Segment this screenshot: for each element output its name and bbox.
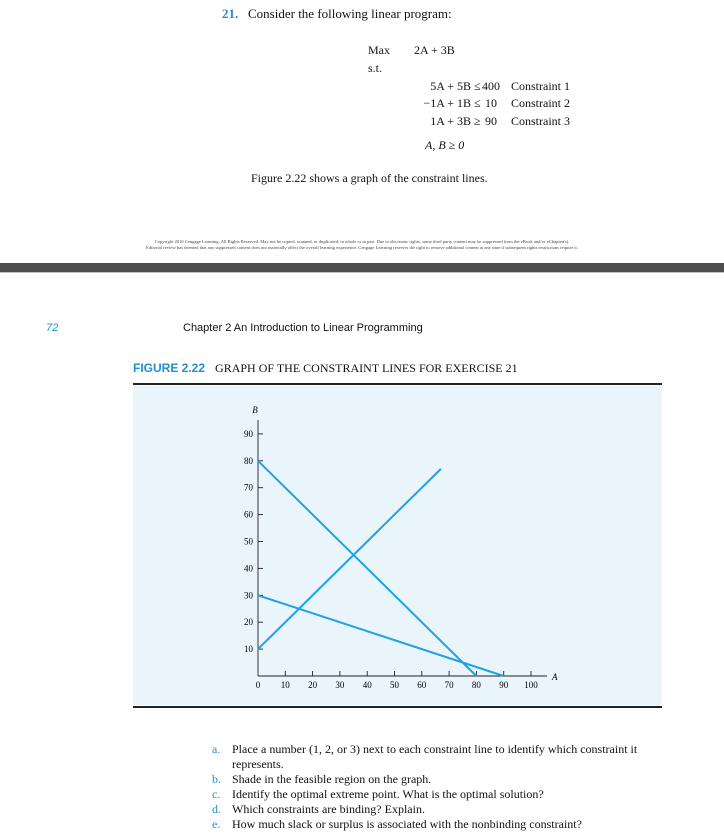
y-tick-label: 60: [244, 509, 253, 520]
figure-title: GRAPH OF THE CONSTRAINT LINES FOR EXERCISE 21: [215, 361, 518, 375]
question-item: [212, 817, 682, 832]
x-tick-label: 60: [417, 680, 427, 690]
x-tick-label: 50: [390, 680, 399, 690]
constraint-line-2: [258, 469, 441, 649]
x-tick-label: 80: [471, 680, 481, 690]
y-tick-label: 40: [244, 563, 253, 574]
question-letter: a.: [212, 742, 221, 756]
problem-intro: Consider the following linear program:: [248, 6, 452, 21]
constraint-line-3: [258, 595, 504, 676]
question-item: [212, 742, 682, 772]
question-item: [212, 802, 682, 817]
constraint-rhs: 400: [482, 79, 500, 93]
question-text: Which constraints are binding? Explain.: [232, 802, 425, 816]
x-tick-label: 10: [280, 680, 290, 690]
x-axis-label: A: [552, 672, 558, 682]
figure-reference: Figure 2.22 shows a graph of the constraint lines.: [251, 171, 488, 185]
constraint-op: ≤: [474, 79, 481, 93]
question-letter: c.: [212, 787, 221, 801]
y-tick-label: 20: [244, 617, 253, 628]
question-item: [212, 787, 682, 802]
y-tick-label: 70: [244, 482, 253, 493]
nonnegativity: A, B ≥ 0: [425, 138, 465, 152]
objective-label: Max: [368, 43, 390, 57]
question-letter: e.: [212, 817, 221, 831]
question-text: How much slack or surplus is associated with the nonbinding constraint?: [232, 817, 582, 831]
y-tick-label: 90: [244, 428, 253, 439]
x-tick-label: 0: [255, 680, 261, 690]
constraint-name: Constraint 3: [511, 114, 570, 128]
figure-label: FIGURE 2.22: [133, 361, 206, 375]
constraint-op: ≤: [474, 96, 481, 110]
x-tick-label: 70: [444, 680, 454, 690]
objective-expr: 2A + 3B: [414, 43, 455, 57]
constraint-name: Constraint 2: [511, 96, 570, 110]
st-label: s.t.: [368, 61, 383, 75]
problem-number: 21.: [222, 6, 239, 21]
x-tick-label: 20: [308, 680, 318, 690]
y-axis-label: B: [252, 405, 258, 415]
constraint-lhs: 1A + 3B: [430, 114, 471, 128]
chapter-header: Chapter 2 An Introduction to Linear Programming: [183, 322, 423, 334]
x-tick-label: 100: [524, 680, 538, 690]
copyright-line-1: Copyright 2016 Cengage Learning. All Rights Reserved. May not be copied, scanned, or duplicated, in whole or in part. Due to electronic rights, some third party content may be suppressed from the eBook and/or eChapter(s).: [154, 239, 570, 244]
constraint-lhs: −1A + 1B: [423, 96, 471, 110]
question-letter: b.: [212, 772, 221, 786]
y-tick-label: 30: [244, 590, 253, 601]
question-item: [212, 772, 682, 787]
question-text: Place a number (1, 2, or 3) next to each constraint line to identify which constraint it represents.: [232, 742, 638, 771]
question-text: Identify the optimal extreme point. What is the optimal solution?: [232, 787, 544, 801]
x-tick-label: 30: [335, 680, 345, 690]
copyright-line-2: Editorial review has deemed that any suppressed content does not materially affect the overall learning experience. Cengage Learning reserves the right to remove additional content at any time if subsequent rights restrictions require it.: [146, 245, 578, 250]
y-tick-label: 10: [244, 644, 253, 655]
constraint-name: Constraint 1: [511, 79, 570, 93]
constraint-rhs: 90: [485, 114, 497, 128]
x-tick-label: 40: [362, 680, 372, 690]
constraint-line-1: [258, 461, 476, 676]
question-list: [212, 742, 682, 832]
question-letter: d.: [212, 802, 221, 816]
constraint-rhs: 10: [485, 96, 497, 110]
question-text: Shade in the feasible region on the graph.: [232, 772, 432, 786]
constraint-op: ≥: [474, 114, 481, 128]
page-number: 72: [46, 322, 59, 334]
x-tick-label: 90: [499, 680, 509, 690]
y-tick-label: 50: [244, 536, 253, 547]
constraint-lhs: 5A + 5B: [430, 79, 471, 93]
axes: [252, 405, 558, 682]
y-tick-label: 80: [244, 455, 253, 466]
